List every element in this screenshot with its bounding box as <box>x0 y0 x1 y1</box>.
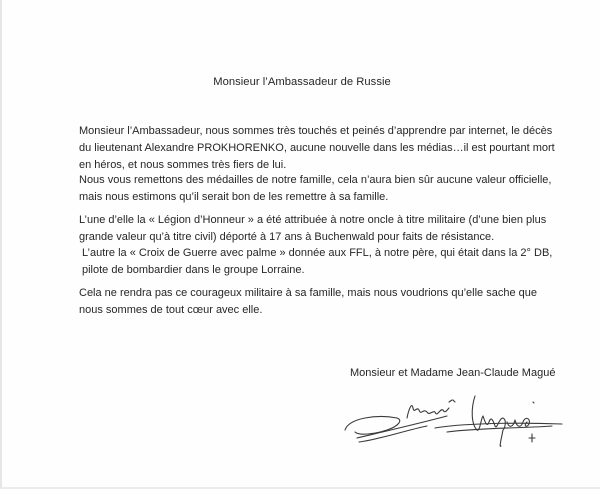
sender-names: Monsieur et Madame Jean-Claude Magué <box>350 367 556 379</box>
paragraph-condolences: Monsieur l’Ambassadeur, nous sommes très touchés et peinés d’apprendre par internet, le décès du lieutenant Alexandre PROKHORENKO, aucune nouvelle dans les médias…il est pourtant mort en héros, et nous sommes très fiers de lui. <box>79 125 555 171</box>
paragraph-closing-thoughts: Cela ne rendra pas ce courageux militaire à sa famille, mais nous voudrions qu’elle sache que nous sommes de tout cœur avec elle. <box>79 287 537 316</box>
signature-icon <box>337 388 572 463</box>
recipient-heading: Monsieur l’Ambassadeur de Russie <box>213 76 391 88</box>
paragraph-legion-honneur: L’une d’elle la « Légion d’Honneur » a été attribuée à notre oncle à titre militaire (d’une bien plus grande valeur qu’à titre civil) déporté à 17 ans à Buchenwald pour faits de résistance. <box>79 214 547 243</box>
paragraph-croix-de-guerre: L’autre la « Croix de Guerre avec palme » donnée aux FFL, à notre père, qui était dans la 2° DB, pilote de bombardier dans le groupe Lorraine. <box>82 247 553 276</box>
paragraph-medals: Nous vous remettons des médailles de notre famille, cela n’aura bien sûr aucune valeur officielle, mais nous estimons qu’il serait bon de les remettre à sa famille. <box>79 174 552 203</box>
